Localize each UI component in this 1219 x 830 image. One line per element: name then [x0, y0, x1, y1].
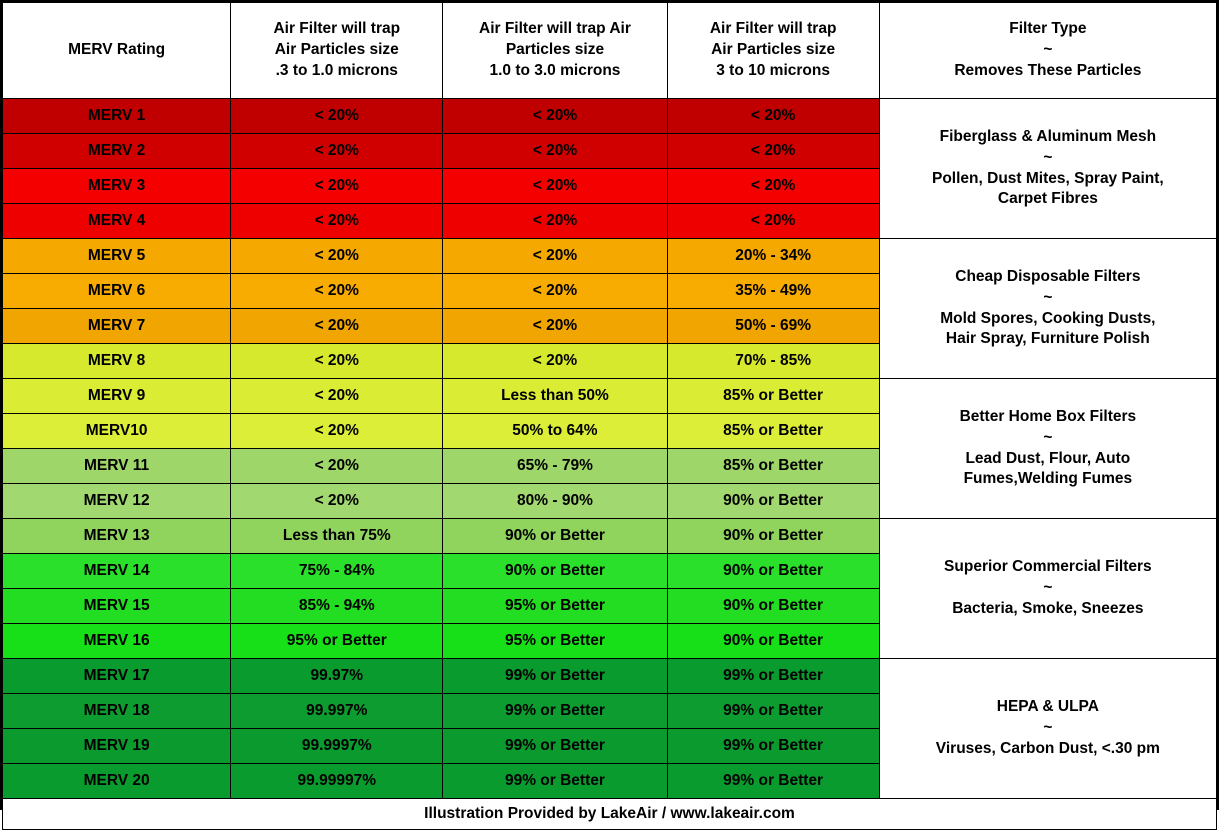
cell-p1: 99.97%	[231, 659, 443, 694]
cell-merv: MERV 20	[3, 764, 231, 799]
cell-p2: 90% or Better	[443, 554, 667, 589]
cell-p3: 90% or Better	[667, 624, 879, 659]
cell-p3: 35% - 49%	[667, 274, 879, 309]
cell-merv: MERV 2	[3, 134, 231, 169]
header-line: .3 to 1.0 microns	[275, 61, 398, 79]
type-line: Superior Commercial Filters	[944, 558, 1152, 576]
cell-p3: 90% or Better	[667, 589, 879, 624]
type-line: ~	[1043, 148, 1053, 166]
cell-merv: MERV 15	[3, 589, 231, 624]
header-line: Particles size	[505, 41, 605, 59]
type-line: Fiberglass & Aluminum Mesh	[939, 127, 1157, 145]
cell-p2: < 20%	[443, 134, 667, 169]
cell-p3: 50% - 69%	[667, 309, 879, 344]
cell-p2: < 20%	[443, 239, 667, 274]
cell-p1: 99.9997%	[231, 729, 443, 764]
cell-p2: < 20%	[443, 344, 667, 379]
cell-merv: MERV 13	[3, 519, 231, 554]
cell-filter-type-group-2	[879, 239, 1216, 379]
column-header-filter-type	[879, 3, 1216, 99]
table-header	[3, 3, 1217, 99]
cell-p1: 95% or Better	[231, 624, 443, 659]
column-header-particles-03-10	[231, 3, 443, 99]
cell-merv: MERV 3	[3, 169, 231, 204]
cell-p3: 90% or Better	[667, 484, 879, 519]
footer-row	[3, 799, 1217, 830]
cell-p2: 95% or Better	[443, 589, 667, 624]
header-line: Air Particles size	[711, 41, 836, 59]
cell-p3: < 20%	[667, 99, 879, 134]
cell-p3: 99% or Better	[667, 659, 879, 694]
cell-p2: 90% or Better	[443, 519, 667, 554]
cell-p3: < 20%	[667, 204, 879, 239]
cell-merv: MERV 7	[3, 309, 231, 344]
cell-p2: < 20%	[443, 204, 667, 239]
cell-p2: < 20%	[443, 274, 667, 309]
cell-merv: MERV 16	[3, 624, 231, 659]
cell-filter-type-group-4	[879, 519, 1216, 659]
column-header-particles-3-10	[667, 3, 879, 99]
cell-p1: < 20%	[231, 309, 443, 344]
cell-p1: < 20%	[231, 484, 443, 519]
header-line: 1.0 to 3.0 microns	[489, 61, 621, 79]
cell-merv: MERV10	[3, 414, 231, 449]
cell-merv: MERV 14	[3, 554, 231, 589]
header-line: 3 to 10 microns	[716, 61, 830, 79]
cell-p1: < 20%	[231, 344, 443, 379]
cell-p3: 90% or Better	[667, 554, 879, 589]
type-line: Mold Spores, Cooking Dusts,	[940, 309, 1156, 327]
type-line: Cheap Disposable Filters	[955, 267, 1141, 285]
table-row	[3, 659, 1217, 694]
cell-p1: 75% - 84%	[231, 554, 443, 589]
cell-filter-type-group-1	[879, 99, 1216, 239]
cell-p3: 20% - 34%	[667, 239, 879, 274]
cell-p1: < 20%	[231, 99, 443, 134]
cell-p2: 80% - 90%	[443, 484, 667, 519]
cell-p3: < 20%	[667, 169, 879, 204]
cell-p1: 85% - 94%	[231, 589, 443, 624]
cell-p1: < 20%	[231, 169, 443, 204]
type-line: ~	[1043, 288, 1053, 306]
header-line: Removes These Particles	[954, 61, 1142, 79]
type-line: Viruses, Carbon Dust, <.30 pm	[935, 739, 1160, 757]
cell-merv: MERV 8	[3, 344, 231, 379]
table-row	[3, 519, 1217, 554]
type-line: Lead Dust, Flour, Auto	[965, 449, 1131, 467]
cell-p2: 50% to 64%	[443, 414, 667, 449]
type-line: Better Home Box Filters	[959, 407, 1137, 425]
cell-p1: < 20%	[231, 204, 443, 239]
header-line: Air Filter will trap Air	[479, 20, 631, 38]
type-line: HEPA & ULPA	[996, 698, 1099, 716]
cell-p2: < 20%	[443, 309, 667, 344]
cell-p3: 85% or Better	[667, 379, 879, 414]
cell-merv: MERV 11	[3, 449, 231, 484]
cell-merv: MERV 1	[3, 99, 231, 134]
cell-merv: MERV 5	[3, 239, 231, 274]
header-line: Air Filter will trap	[709, 20, 837, 38]
cell-p1: < 20%	[231, 239, 443, 274]
cell-p1: < 20%	[231, 379, 443, 414]
column-header-merv-rating	[3, 3, 231, 99]
cell-p3: 70% - 85%	[667, 344, 879, 379]
cell-p3: 85% or Better	[667, 449, 879, 484]
header-row	[3, 3, 1217, 99]
type-line: Hair Spray, Furniture Polish	[945, 330, 1150, 348]
header-line: Air Filter will trap	[273, 20, 401, 38]
cell-p3: 90% or Better	[667, 519, 879, 554]
table-row	[3, 99, 1217, 134]
cell-p2: 99% or Better	[443, 694, 667, 729]
table-body	[3, 99, 1217, 799]
attribution-text: Illustration Provided by LakeAir / www.lakeair.com	[3, 799, 1217, 830]
cell-p3: < 20%	[667, 134, 879, 169]
header-line: Filter Type	[1009, 20, 1087, 38]
type-line: ~	[1043, 579, 1053, 597]
cell-merv: MERV 19	[3, 729, 231, 764]
cell-merv: MERV 17	[3, 659, 231, 694]
cell-p1: < 20%	[231, 414, 443, 449]
cell-merv: MERV 18	[3, 694, 231, 729]
cell-p1: Less than 75%	[231, 519, 443, 554]
type-line: Carpet Fibres	[997, 190, 1098, 208]
cell-merv: MERV 6	[3, 274, 231, 309]
cell-filter-type-group-5	[879, 659, 1216, 799]
cell-p2: 99% or Better	[443, 659, 667, 694]
cell-p2: 99% or Better	[443, 764, 667, 799]
cell-p1: < 20%	[231, 134, 443, 169]
cell-p3: 99% or Better	[667, 729, 879, 764]
cell-p2: < 20%	[443, 99, 667, 134]
type-line: Bacteria, Smoke, Sneezes	[952, 599, 1144, 617]
cell-p1: < 20%	[231, 449, 443, 484]
cell-p2: Less than 50%	[443, 379, 667, 414]
cell-merv: MERV 9	[3, 379, 231, 414]
cell-p3: 99% or Better	[667, 694, 879, 729]
cell-p3: 85% or Better	[667, 414, 879, 449]
cell-p1: 99.997%	[231, 694, 443, 729]
table-footer	[3, 799, 1217, 830]
type-line: ~	[1043, 719, 1053, 737]
header-line: ~	[1043, 41, 1053, 59]
table-row	[3, 379, 1217, 414]
cell-p3: 99% or Better	[667, 764, 879, 799]
merv-rating-table	[2, 2, 1217, 830]
cell-p2: < 20%	[443, 169, 667, 204]
cell-p1: 99.99997%	[231, 764, 443, 799]
type-line: ~	[1043, 428, 1053, 446]
cell-p2: 99% or Better	[443, 729, 667, 764]
cell-p1: < 20%	[231, 274, 443, 309]
type-line: Pollen, Dust Mites, Spray Paint,	[932, 169, 1164, 187]
header-line: MERV Rating	[68, 41, 166, 59]
type-line: Fumes,Welding Fumes	[963, 470, 1133, 488]
cell-p2: 95% or Better	[443, 624, 667, 659]
header-line: Air Particles size	[274, 41, 399, 59]
table-row	[3, 239, 1217, 274]
cell-filter-type-group-3	[879, 379, 1216, 519]
cell-merv: MERV 12	[3, 484, 231, 519]
column-header-particles-10-30	[443, 3, 667, 99]
cell-merv: MERV 4	[3, 204, 231, 239]
cell-p2: 65% - 79%	[443, 449, 667, 484]
